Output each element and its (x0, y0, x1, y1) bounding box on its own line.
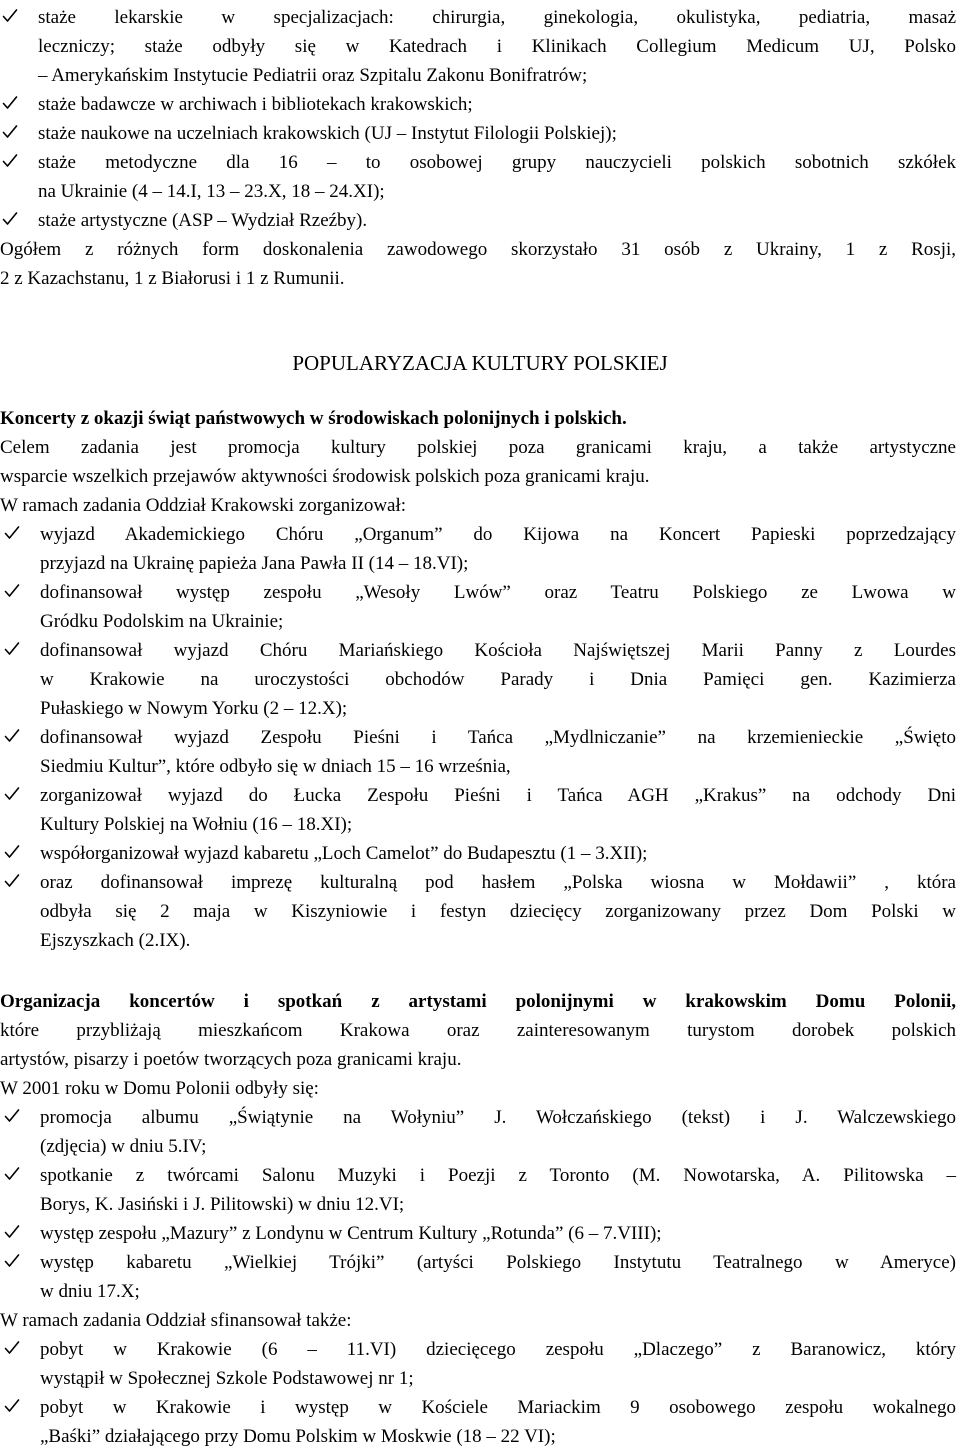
paragraph-line: W ramach zadania Oddział Krakowski zorganizował: (0, 495, 407, 516)
paragraph-line: Gródku Podolskim na Ukrainie; (40, 611, 284, 632)
checkmark-bullet-icon (4, 728, 20, 744)
list-item-line: wyjazd Akademickiego Chóru „Organum” do Kijowa na Koncert Papieski poprzedzający (40, 524, 956, 545)
section-title: POPULARYZACJA KULTURY POLSKIEJ (292, 351, 668, 375)
paragraph-line: W 2001 roku w Domu Polonii odbyły się: (0, 1078, 319, 1099)
paragraph-line: wsparcie wszelkich przejawów aktywności środowisk polskich poza granicami kraju. (0, 466, 650, 487)
checkmark-bullet-icon (4, 1398, 20, 1414)
paragraph-line: leczniczy; staże odbyły się w Katedrach i Klinikach Collegium Medicum UJ, Polsko (38, 36, 956, 57)
checkmark-bullet-icon (2, 124, 18, 140)
list-item-line: zorganizował wyjazd do Łucka Zespołu Pieśni i Tańca AGH „Krakus” na odchody Dni (40, 785, 956, 806)
list-item-line: pobyt w Krakowie i występ w Kościele Mariackim 9 osobowego zespołu wokalnego (40, 1397, 956, 1418)
list-item-line: oraz dofinansował imprezę kulturalną pod hasłem „Polska wiosna w Mołdawii” , która (40, 872, 956, 893)
list-item-line: staże badawcze w archiwach i bibliotekach krakowskich; (38, 94, 473, 115)
checkmark-bullet-icon (4, 1253, 20, 1269)
paragraph-line: Kultury Polskiej na Wołniu (16 – 18.XI); (40, 814, 353, 835)
paragraph-line: w Krakowie na uroczystości obchodów Parady i Dnia Pamięci gen. Kazimierza (40, 669, 956, 690)
checkmark-bullet-icon (4, 525, 20, 541)
checkmark-bullet-icon (4, 641, 20, 657)
list-item-line: dofinansował wyjazd Zespołu Pieśni i Tańca „Mydlniczanie” na krzemienieckie „Święto (40, 727, 956, 748)
list-item-line: spotkanie z twórcami Salonu Muzyki i Poezji z Toronto (M. Nowotarska, A. Pilitowska – (40, 1165, 956, 1186)
paragraph-line: – Amerykańskim Instytucie Pediatrii oraz Szpitalu Zakonu Bonifratrów; (38, 65, 588, 86)
paragraph-line: w dniu 17.X; (40, 1281, 140, 1302)
paragraph-line: które przybliżają mieszkańcom Krakowa oraz zainteresowanym turystom dorobek polskich (0, 1020, 956, 1041)
paragraph-line: Borys, K. Jasiński i J. Pilitowski) w dniu 12.VI; (40, 1194, 405, 1215)
checkmark-bullet-icon (4, 583, 20, 599)
checkmark-bullet-icon (4, 786, 20, 802)
list-item-line: staże metodyczne dla 16 – to osobowej grupy nauczycieli polskich sobotnich szkółek (38, 152, 956, 173)
checkmark-bullet-icon (2, 153, 18, 169)
subheading-line: Koncerty z okazji świąt państwowych w środowiskach polonijnych i polskich. (0, 408, 627, 429)
checkmark-bullet-icon (2, 95, 18, 111)
checkmark-bullet-icon (4, 1166, 20, 1182)
checkmark-bullet-icon (4, 1108, 20, 1124)
checkmark-bullet-icon (4, 844, 20, 860)
paragraph-line: Ejszyszkach (2.IX). (40, 930, 191, 951)
checkmark-bullet-icon (2, 8, 18, 24)
paragraph-line: Pułaskiego w Nowym Yorku (2 – 12.X); (40, 698, 348, 719)
paragraph-line: Ogółem z różnych form doskonalenia zawodowego skorzystało 31 osób z Ukrainy, 1 z Rosji, (0, 239, 956, 260)
paragraph-line: przyjazd na Ukrainę papieża Jana Pawła II (14 – 18.VI); (40, 553, 469, 574)
paragraph-line: Celem zadania jest promocja kultury polskiej poza granicami kraju, a także artystyczne (0, 437, 956, 458)
list-item-line: występ kabaretu „Wielkiej Trójki” (artyści Polskiego Instytutu Teatralnego w Ameryce) (40, 1252, 956, 1273)
paragraph-line: (zdjęcia) w dniu 5.IV; (40, 1136, 207, 1157)
paragraph-line: na Ukrainie (4 – 14.I, 13 – 23.X, 18 – 24.XI); (38, 181, 385, 202)
checkmark-bullet-icon (4, 1224, 20, 1240)
checkmark-bullet-icon (4, 873, 20, 889)
list-item-line: pobyt w Krakowie (6 – 11.VI) dziecięcego zespołu „Dlaczego” z Baranowicz, który (40, 1339, 956, 1360)
checkmark-bullet-icon (4, 1340, 20, 1356)
paragraph-line: 2 z Kazachstanu, 1 z Białorusi i 1 z Rumunii. (0, 268, 345, 289)
list-item-line: staże artystyczne (ASP – Wydział Rzeźby). (38, 210, 368, 231)
paragraph-line: odbyła się 2 maja w Kiszyniowie i festyn dziecięcy zorganizowany przez Dom Polski w (40, 901, 956, 922)
list-item-line: staże naukowe na uczelniach krakowskich (UJ – Instytut Filologii Polskiej); (38, 123, 617, 144)
list-item-line: współorganizował wyjazd kabaretu „Loch Camelot” do Budapesztu (1 – 3.XII); (40, 843, 648, 864)
paragraph-line: „Baśki” działającego przy Domu Polskim w Moskwie (18 – 22 VI); (40, 1426, 556, 1447)
subheading-line: Organizacja koncertów i spotkań z artystami polonijnymi w krakowskim Domu Polonii, (0, 991, 956, 1012)
list-item-line: staże lekarskie w specjalizacjach: chirurgia, ginekologia, okulistyka, pediatria, masaż (38, 7, 956, 28)
list-item-line: dofinansował wyjazd Chóru Mariańskiego Kościoła Najświętszej Marii Panny z Lourdes (40, 640, 956, 661)
paragraph-line: wystąpił w Społecznej Szkole Podstawowej nr 1; (40, 1368, 414, 1389)
list-item-line: promocja albumu „Świątynie na Wołyniu” J. Wołczańskiego (tekst) i J. Walczewskiego (40, 1107, 956, 1128)
paragraph-line: W ramach zadania Oddział sfinansował także: (0, 1310, 352, 1331)
list-item-line: występ zespołu „Mazury” z Londynu w Centrum Kultury „Rotunda” (6 – 7.VIII); (40, 1223, 662, 1244)
checkmark-bullet-icon (2, 211, 18, 227)
paragraph-line: Siedmiu Kultur”, które odbyło się w dniach 15 – 16 września, (40, 756, 511, 777)
paragraph-line: artystów, pisarzy i poetów tworzących poza granicami kraju. (0, 1049, 462, 1070)
list-item-line: dofinansował występ zespołu „Wesoły Lwów” oraz Teatru Polskiego ze Lwowa w (40, 582, 956, 603)
